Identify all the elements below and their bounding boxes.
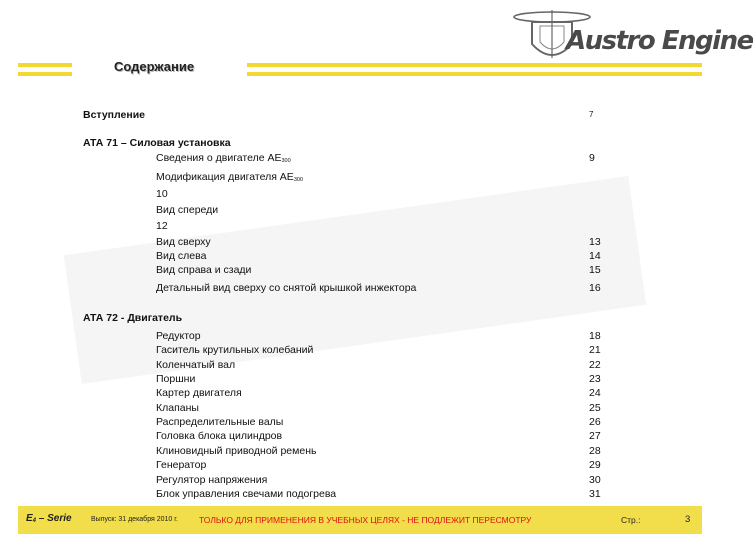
- toc-item-page: 16: [589, 282, 601, 294]
- footer-serie: $E_4$ – Serie: [26, 513, 72, 524]
- footer-issue-date: Выпуск: 31 декабря 2010 г.: [91, 516, 178, 523]
- toc-item-page: 29: [589, 459, 601, 471]
- toc-item: Поршни: [156, 373, 196, 385]
- header-rule-left: [18, 72, 72, 76]
- toc-item: Коленчатый вал: [156, 359, 236, 371]
- toc-item: 10: [156, 188, 168, 200]
- toc-section-ata72: АТА 72 - Двигатель: [83, 312, 183, 324]
- toc-item-page: 24: [589, 387, 601, 399]
- toc-item: Вид справа и сзади: [156, 264, 252, 276]
- toc-item-page: 22: [589, 359, 601, 371]
- toc-item: Вид сверху: [156, 236, 211, 248]
- page-title: Содержание: [114, 59, 195, 74]
- toc-item: Блок управления свечами подогрева: [156, 488, 337, 500]
- toc-item: Распределительные валы: [156, 416, 284, 428]
- toc-item-page: 25: [589, 402, 601, 414]
- toc-item: 12: [156, 220, 168, 232]
- toc-item-page: 14: [589, 250, 601, 262]
- toc-item: Регулятор напряжения: [156, 474, 268, 486]
- toc-item-page: 31: [589, 488, 601, 500]
- footer-page-number: 3: [685, 514, 691, 525]
- toc-item-page: 23: [589, 373, 601, 385]
- toc-item-page: 18: [589, 330, 601, 342]
- header-rule-right: [247, 72, 702, 76]
- toc-item-page: 9: [589, 152, 595, 164]
- toc-item: Модификация двигателя $АЕ_{300}$: [156, 171, 303, 183]
- toc-intro-page: 7: [589, 110, 594, 119]
- toc-item: Детальный вид сверху со снятой крышкой инжектора: [156, 282, 417, 294]
- toc-item-page: 27: [589, 430, 601, 442]
- toc-intro-label: Вступление: [83, 109, 146, 121]
- toc-item-page: 30: [589, 474, 601, 486]
- toc-item: Сведения о двигателе $АЕ_{300}$: [156, 152, 291, 164]
- header-rule-right: [247, 63, 702, 67]
- footer-warning: ТОЛЬКО ДЛЯ ПРИМЕНЕНИЯ В УЧЕБНЫХ ЦЕЛЯХ - НЕ ПОДЛЕЖИТ ПЕРЕСМОТРУ: [199, 515, 532, 525]
- brand-name: Austro Engine: [566, 26, 753, 56]
- toc-item: Редуктор: [156, 330, 201, 342]
- toc-section-ata71: АТА 71 – Силовая установка: [83, 137, 231, 149]
- header-rule-left: [18, 63, 72, 67]
- toc-item: Клапаны: [156, 402, 199, 414]
- background-watermark: [64, 176, 647, 384]
- footer-page-label: Стр.:: [621, 515, 641, 525]
- toc-item: Клиновидный приводной ремень: [156, 445, 317, 457]
- toc-item-page: 15: [589, 264, 601, 276]
- toc-item: Генератор: [156, 459, 207, 471]
- toc-item: Картер двигателя: [156, 387, 242, 399]
- footer-bar: [18, 506, 702, 534]
- toc-item-page: 13: [589, 236, 601, 248]
- toc-item: Головка блока цилиндров: [156, 430, 283, 442]
- toc-item-page: 28: [589, 445, 601, 457]
- toc-item: Вид слева: [156, 250, 207, 262]
- toc-item: Вид спереди: [156, 204, 219, 216]
- toc-item: Гаситель крутильных колебаний: [156, 344, 314, 356]
- toc-item-page: 21: [589, 344, 601, 356]
- toc-item-page: 26: [589, 416, 601, 428]
